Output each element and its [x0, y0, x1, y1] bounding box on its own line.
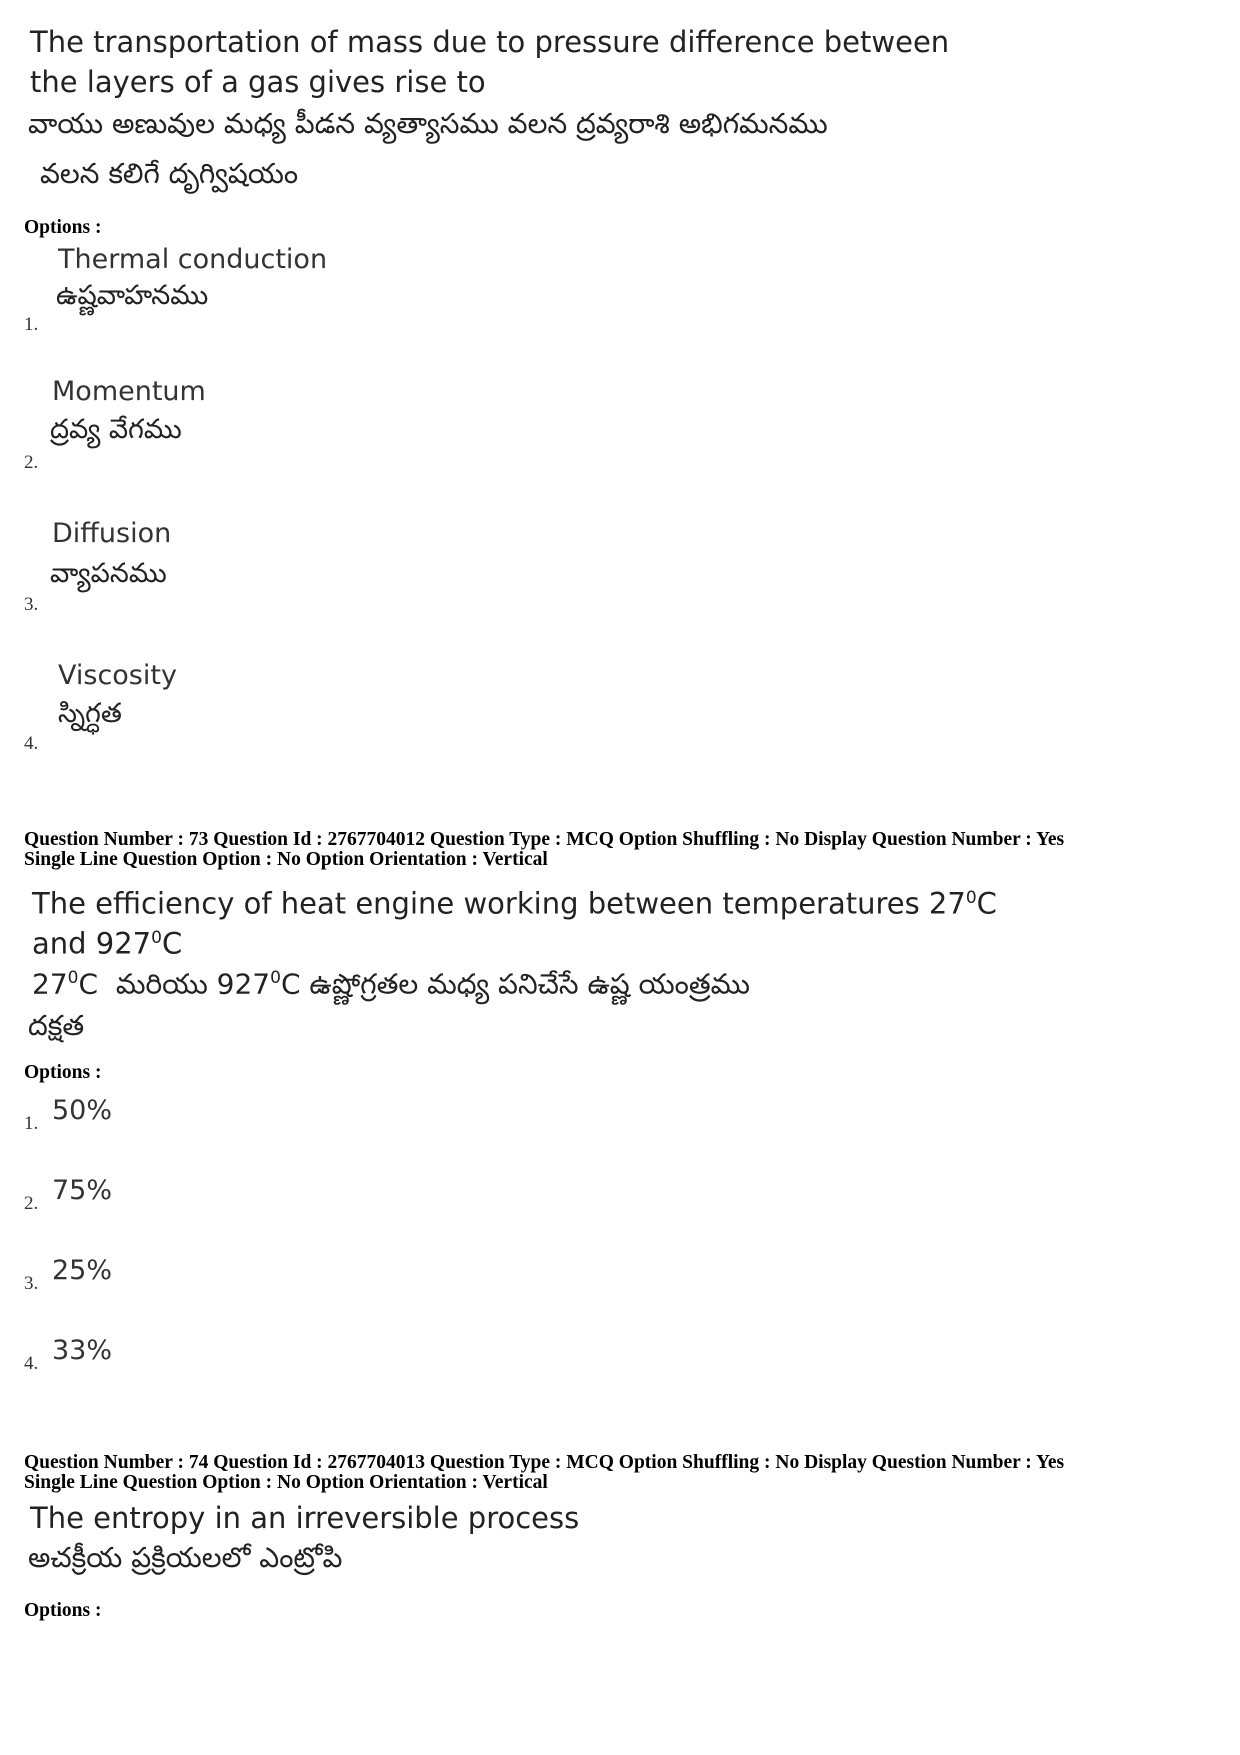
q74-options-label: Options : [24, 1600, 102, 1621]
q72-option-3-en[interactable]: Diffusion [52, 518, 172, 549]
q74-question-te-line1: అచక్రీయ ప్రక్రియలలో ఎంట్రోపి [28, 1541, 343, 1574]
q72-option-2-number: 2. [24, 452, 39, 473]
q72-option-3-te[interactable]: వ్యాపనము [50, 558, 167, 589]
q72-option-2-te[interactable]: ద్రవ్య వేగము [50, 414, 182, 445]
q72-option-1-te[interactable]: ఉష్ణవాహనము [56, 280, 209, 311]
q72-question-en-line1: The transportation of mass due to pressure difference between [30, 25, 950, 59]
q73-meta-line1: Question Number : 73 Question Id : 2767704012 Question Type : MCQ Option Shuffling : No Display Question Number : Yes [24, 829, 1065, 850]
q73-option-1-value[interactable]: 50% [52, 1095, 113, 1126]
q73-options-label: Options : [24, 1062, 102, 1083]
q72-question-te-line2: వలన కలిగే దృగ్విషయం [40, 157, 299, 190]
q73-option-3-value[interactable]: 25% [52, 1255, 113, 1286]
q73-meta-line2: Single Line Question Option : No Option Orientation : Vertical [24, 849, 548, 870]
q73-option-2-value[interactable]: 75% [52, 1175, 113, 1206]
q73-question-te-line1: $27^0C$ మరియు $927^0C$ ఉష్ణోగ్రతల మధ్య పనిచేసే ఉష్ణ యంత్రము [32, 967, 750, 1001]
q72-option-4-en[interactable]: Viscosity [58, 660, 177, 691]
q72-option-2-en[interactable]: Momentum [52, 376, 206, 407]
q73-option-4-number: 4. [24, 1353, 39, 1374]
q73-question-en-line2: and $927^0C$ [32, 926, 183, 961]
q74-meta-line1: Question Number : 74 Question Id : 2767704013 Question Type : MCQ Option Shuffling : No Display Question Number : Yes [24, 1452, 1065, 1473]
q73-option-2-number: 2. [24, 1193, 39, 1214]
q73-question-en-line1: The efficiency of heat engine working between temperatures $27^0C$ [32, 886, 997, 921]
q72-option-1-number: 1. [24, 314, 39, 335]
q73-option-1-number: 1. [24, 1113, 39, 1134]
q72-option-3-number: 3. [24, 594, 39, 615]
q72-options-label: Options : [24, 217, 102, 238]
q74-question-en-line1: The entropy in an irreversible process [30, 1501, 580, 1535]
q72-question-te-line1: వాయు అణువుల మధ్య పీడన వ్యత్యాసము వలన ద్రవ్యరాశి అభిగమనము [28, 107, 828, 140]
q72-option-1-en[interactable]: Thermal conduction [58, 244, 328, 275]
q72-option-4-number: 4. [24, 733, 39, 754]
q72-option-4-te[interactable]: స్నిగ్ధత [58, 698, 122, 729]
q72-question-en-line2: the layers of a gas gives rise to [30, 65, 486, 99]
q73-option-4-value[interactable]: 33% [52, 1335, 113, 1366]
q73-question-te-line2: దక్షత [28, 1009, 85, 1042]
q73-option-3-number: 3. [24, 1273, 39, 1294]
q74-meta-line2: Single Line Question Option : No Option Orientation : Vertical [24, 1472, 548, 1493]
